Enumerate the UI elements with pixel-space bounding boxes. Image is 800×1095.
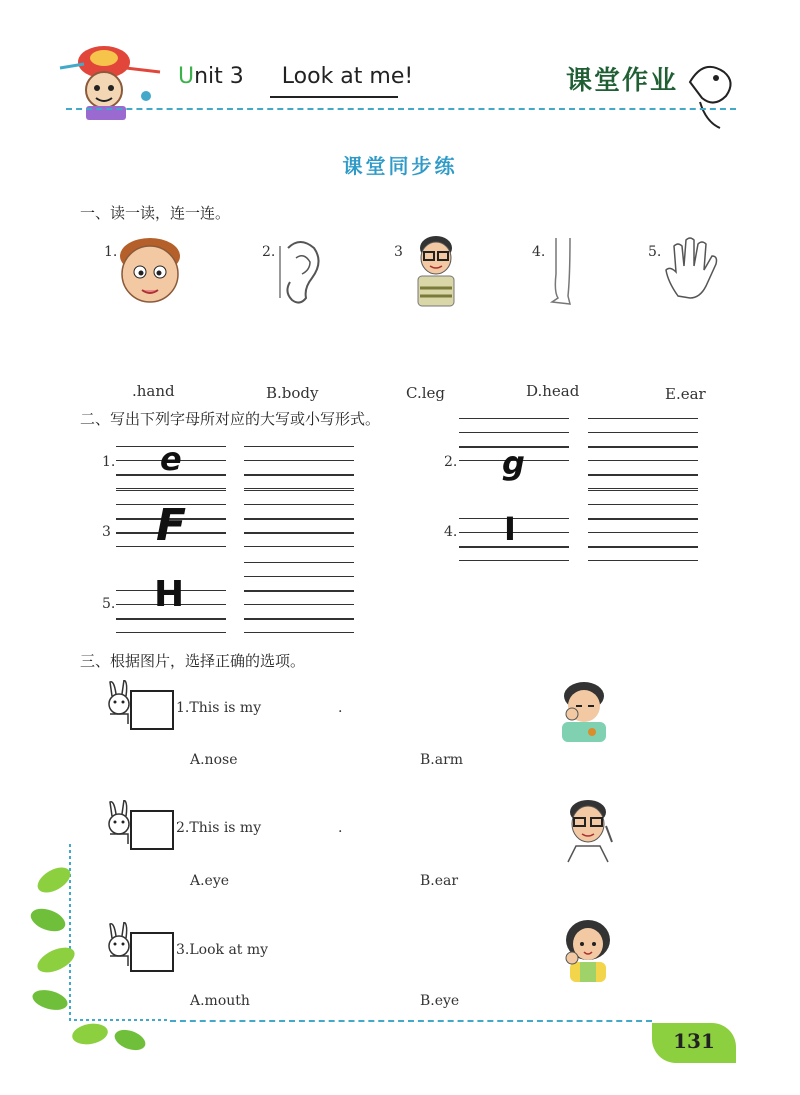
- picture-number: 2.: [262, 244, 276, 260]
- page-number: 131: [652, 1023, 736, 1063]
- header-divider: [66, 108, 736, 110]
- item-number: 1.: [102, 454, 116, 470]
- item-number: 2.: [444, 454, 458, 470]
- word-option: .hand: [132, 382, 175, 400]
- answer-box[interactable]: [130, 690, 174, 730]
- option-a[interactable]: A.mouth: [190, 993, 250, 1009]
- question-period: .: [338, 820, 343, 836]
- bird-icon: [680, 52, 740, 132]
- hand-icon: [660, 236, 724, 306]
- item-number: 3: [102, 524, 111, 540]
- letter-g: g: [502, 444, 525, 482]
- letter-e: e: [160, 440, 182, 478]
- part1-heading: 一、读一读，连一连。: [80, 204, 231, 222]
- answer-line[interactable]: [588, 446, 698, 490]
- ear-icon: [270, 236, 330, 312]
- boy-pointing-ear-icon: [560, 796, 616, 868]
- item-number: 5.: [102, 596, 116, 612]
- question-sentence: 2.This is my: [176, 820, 262, 836]
- letter-f: F: [156, 500, 187, 551]
- section-title: 课堂同步练: [342, 154, 458, 178]
- unit-label: [178, 64, 413, 89]
- picture-number: 1.: [104, 244, 118, 260]
- word-option: D.head: [526, 382, 580, 400]
- answer-line[interactable]: [588, 518, 698, 562]
- part2-heading: 二、写出下列字母所对应的大写或小写形式。: [80, 410, 381, 428]
- word-option: E.ear: [665, 385, 706, 403]
- part3-heading: 三、根据图片，选择正确的选项。: [80, 652, 306, 670]
- question-sentence: 3.Look at my: [176, 942, 269, 958]
- answer-line[interactable]: [244, 446, 354, 490]
- question-sentence: 1.This is my: [176, 700, 262, 716]
- letter-i: I: [504, 510, 516, 548]
- answer-line[interactable]: [244, 590, 354, 634]
- boy-with-glasses-icon: [408, 232, 464, 312]
- item-number: 4.: [444, 524, 458, 540]
- option-b[interactable]: B.ear: [420, 873, 459, 889]
- option-b[interactable]: B.eye: [420, 993, 460, 1009]
- leaves-decoration-icon: [30, 840, 170, 1064]
- picture-number: 3: [394, 244, 403, 260]
- brand-label: 课堂作业: [566, 66, 679, 96]
- option-b[interactable]: B.arm: [420, 752, 464, 768]
- girl-pointing-eye-icon: [560, 918, 616, 988]
- picture-number: 4.: [532, 244, 546, 260]
- word-option: C.leg: [406, 384, 445, 402]
- picture-number: 5.: [648, 244, 662, 260]
- word-option: B.body: [266, 384, 319, 402]
- option-a[interactable]: A.eye: [190, 873, 230, 889]
- unit-prefix: U: [178, 64, 195, 89]
- unit-title: Look at me!: [281, 64, 414, 89]
- letter-h: H: [154, 574, 185, 615]
- option-a[interactable]: A.nose: [190, 752, 238, 768]
- unit-number: nit 3: [194, 64, 244, 89]
- leg-icon: [548, 236, 578, 310]
- footer-dash-line: [170, 1020, 652, 1022]
- answer-line[interactable]: [244, 504, 354, 548]
- boy-pointing-nose-icon: [552, 678, 616, 746]
- boy-head-icon: [112, 236, 186, 310]
- question-period: .: [338, 700, 343, 716]
- title-underline: [270, 96, 398, 98]
